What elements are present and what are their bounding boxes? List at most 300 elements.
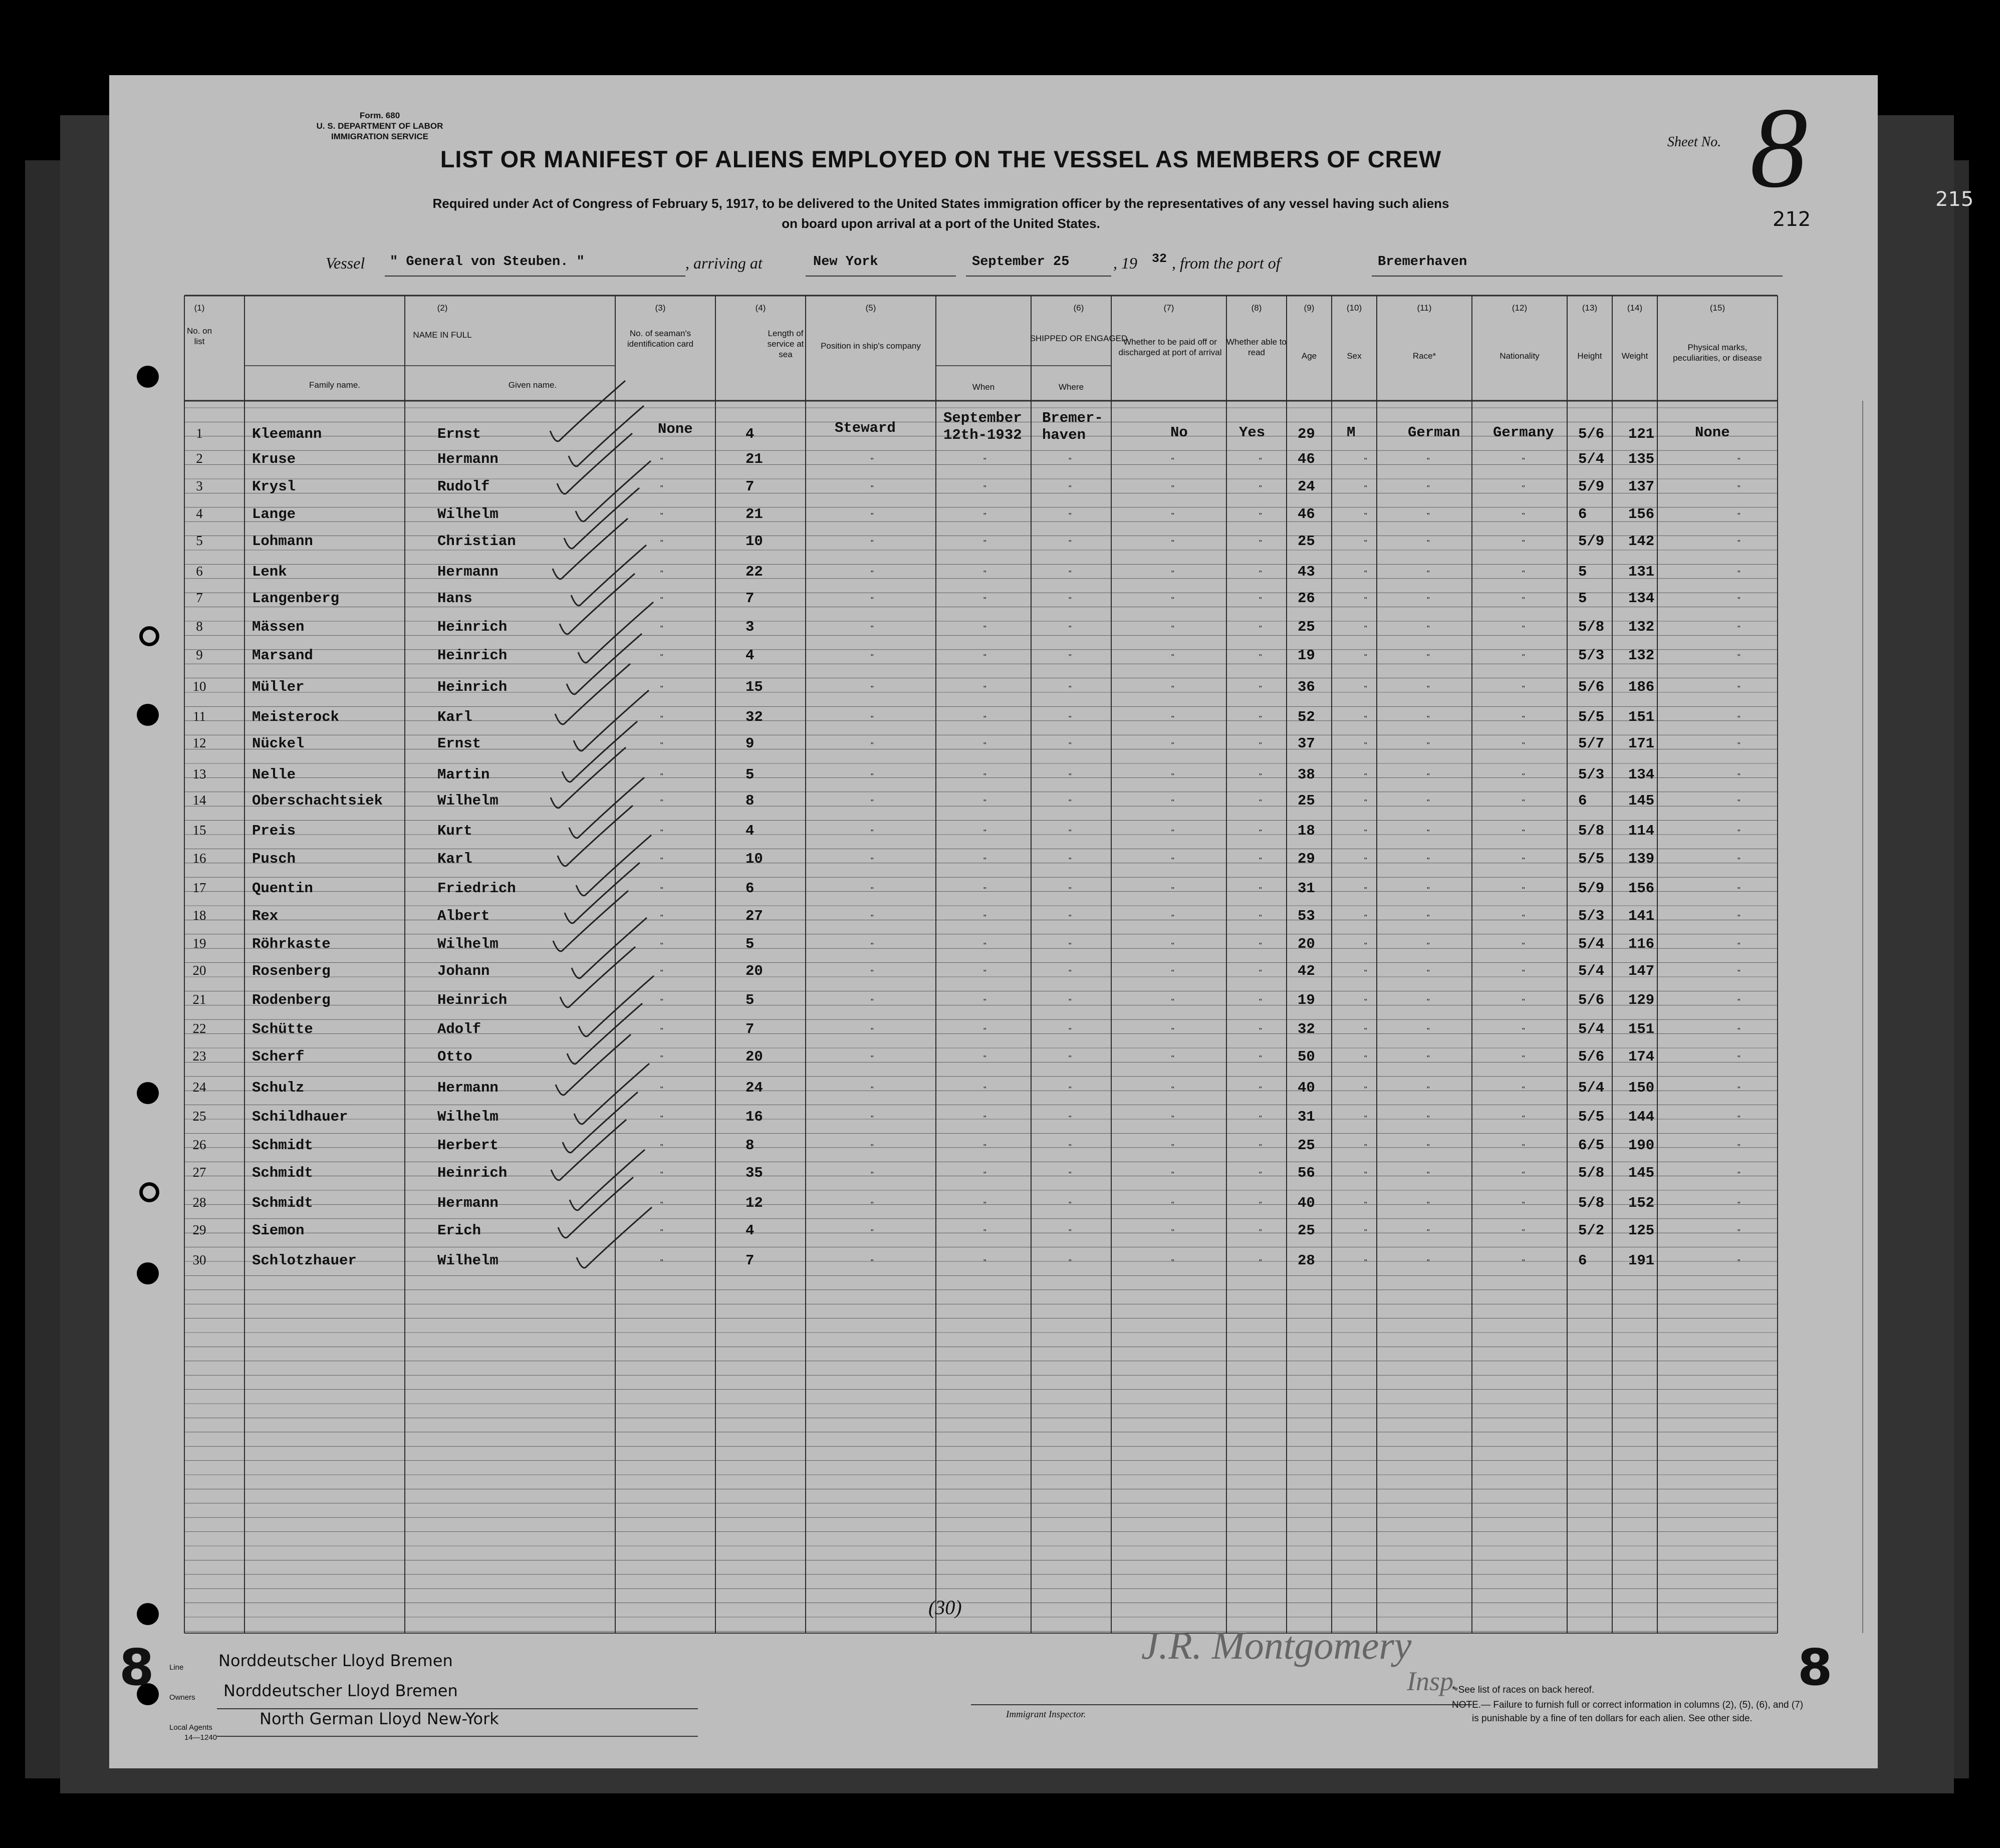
sheet-mark-right: 8 <box>1798 1638 1833 1697</box>
ditto-mark: " <box>1737 653 1740 662</box>
age: 31 <box>1298 880 1315 897</box>
col-5-number: (5) <box>865 303 876 313</box>
row-number: 26 <box>192 1137 206 1152</box>
weight: 191 <box>1628 1252 1655 1269</box>
age: 31 <box>1298 1109 1315 1125</box>
given-name: Friedrich <box>437 880 516 897</box>
service-length: 10 <box>745 533 763 550</box>
given-name: Otto <box>437 1048 472 1065</box>
ditto-mark: " <box>1737 512 1740 520</box>
given-name: Heinrich <box>437 1165 508 1181</box>
ditto-mark: " <box>1364 1258 1367 1267</box>
ditto-mark: " <box>660 1258 663 1267</box>
ditto-mark: " <box>871 799 874 807</box>
ditto-mark: " <box>1737 715 1740 723</box>
ditto-mark: " <box>1259 829 1262 837</box>
check-mark <box>553 891 628 951</box>
weight: 134 <box>1628 766 1655 783</box>
ditto-mark: " <box>1364 457 1367 465</box>
age: 46 <box>1298 506 1315 522</box>
ditto-mark: " <box>983 1143 986 1152</box>
ditto-mark: " <box>1737 772 1740 781</box>
row-number: 23 <box>192 1048 206 1064</box>
ditto-mark: " <box>1737 1115 1740 1123</box>
service-length: 27 <box>745 908 763 924</box>
col-6-when-header: When <box>972 382 995 392</box>
ditto-mark: " <box>1171 1171 1174 1179</box>
ditto-mark: " <box>660 512 663 520</box>
weight: 121 <box>1628 426 1655 442</box>
height: 5/5 <box>1578 709 1605 725</box>
ditto-mark: " <box>1364 653 1367 662</box>
height: 6 <box>1578 793 1587 809</box>
ditto-mark: " <box>1427 741 1430 750</box>
ditto-mark: " <box>983 741 986 750</box>
ditto-mark: " <box>983 596 986 605</box>
ditto-mark: " <box>1522 653 1525 662</box>
ditto-mark: " <box>871 1201 874 1209</box>
service-length: 16 <box>745 1109 763 1125</box>
ditto-mark: " <box>1171 685 1174 693</box>
ditto-mark: " <box>1364 512 1367 520</box>
ditto-mark: " <box>1522 1228 1525 1237</box>
col-5-header: Position in ship's company <box>821 341 921 351</box>
col-1-header: No. on list <box>186 326 212 346</box>
age: 38 <box>1298 766 1315 783</box>
service-length: 21 <box>745 451 763 467</box>
ditto-mark: " <box>1522 1143 1525 1152</box>
ditto-mark: " <box>1069 1027 1072 1035</box>
height: 5/4 <box>1578 963 1605 979</box>
shipped-where-line-1: Bremer- <box>1042 410 1103 426</box>
col-10-number: (10) <box>1346 303 1362 313</box>
col-13-number: (13) <box>1582 303 1598 313</box>
ditto-mark: " <box>1364 914 1367 922</box>
height: 5/4 <box>1578 1021 1605 1037</box>
service-length: 7 <box>745 478 755 495</box>
given-name: Ernst <box>437 735 481 752</box>
service-length: 20 <box>745 1048 763 1065</box>
ditto-mark: " <box>1364 998 1367 1006</box>
ditto-mark: " <box>1259 1027 1262 1035</box>
ditto-mark: " <box>1171 596 1174 605</box>
service-length: 4 <box>745 1222 755 1239</box>
ditto-mark: " <box>1171 799 1174 807</box>
ditto-mark: " <box>1069 829 1072 837</box>
ditto-mark: " <box>871 484 874 493</box>
ditto-mark: " <box>1737 1171 1740 1179</box>
ditto-mark: " <box>983 829 986 837</box>
ditto-mark: " <box>1522 1054 1525 1063</box>
weight: 135 <box>1628 451 1655 467</box>
ditto-mark: " <box>1171 1201 1174 1209</box>
weight: 151 <box>1628 1021 1655 1037</box>
ditto-mark: " <box>1364 1171 1367 1179</box>
row-number: 2 <box>196 451 203 466</box>
ditto-mark: " <box>983 1054 986 1063</box>
ditto-mark: " <box>660 596 663 605</box>
given-name: Albert <box>437 908 490 924</box>
ditto-mark: " <box>1522 625 1525 633</box>
ditto-mark: " <box>983 1201 986 1209</box>
ditto-mark: " <box>1737 969 1740 977</box>
ditto-mark: " <box>1259 886 1262 895</box>
family-name: Langenberg <box>252 590 340 607</box>
service-length: 3 <box>745 619 755 635</box>
weight: 131 <box>1628 564 1655 580</box>
ditto-mark: " <box>1259 1115 1262 1123</box>
ditto-mark: " <box>1522 539 1525 548</box>
ditto-mark: " <box>660 886 663 895</box>
ditto-mark: " <box>1171 1143 1174 1152</box>
ditto-mark: " <box>1522 715 1525 723</box>
height: 5/3 <box>1578 908 1605 924</box>
check-mark <box>557 433 632 494</box>
given-name: Hermann <box>437 1080 498 1096</box>
ditto-mark: " <box>983 998 986 1006</box>
ditto-mark: " <box>1427 539 1430 548</box>
family-name: Müller <box>252 679 305 695</box>
ditto-mark: " <box>1171 857 1174 865</box>
ditto-mark: " <box>983 715 986 723</box>
col-15-number: (15) <box>1709 303 1725 313</box>
ditto-mark: " <box>1069 886 1072 895</box>
ditto-mark: " <box>660 570 663 578</box>
ditto-mark: " <box>1522 829 1525 837</box>
ditto-mark: " <box>983 512 986 520</box>
arrival-port: New York <box>813 254 878 270</box>
height: 5/4 <box>1578 1080 1605 1096</box>
ditto-mark: " <box>983 653 986 662</box>
service-length: 7 <box>745 1252 755 1269</box>
ditto-mark: " <box>1171 539 1174 548</box>
check-mark <box>560 574 635 634</box>
ditto-mark: " <box>983 570 986 578</box>
ditto-mark: " <box>1427 1115 1430 1123</box>
ditto-mark: " <box>1737 1228 1740 1237</box>
ditto-mark: " <box>871 1054 874 1063</box>
ditto-mark: " <box>1427 799 1430 807</box>
ditto-mark: " <box>871 1171 874 1179</box>
underline <box>217 1736 698 1737</box>
ditto-mark: " <box>1069 685 1072 693</box>
height: 5/7 <box>1578 735 1605 752</box>
given-name: Heinrich <box>437 647 508 664</box>
row-number: 19 <box>192 936 206 951</box>
underline <box>217 1708 698 1709</box>
ditto-mark: " <box>1427 1143 1430 1152</box>
ditto-mark: " <box>1522 1115 1525 1123</box>
ditto-mark: " <box>1522 914 1525 922</box>
ditto-mark: " <box>1069 857 1072 865</box>
age: 19 <box>1298 647 1315 664</box>
ditto-mark: " <box>660 1171 663 1179</box>
ditto-mark: " <box>1171 1027 1174 1035</box>
ditto-mark: " <box>1522 685 1525 693</box>
ditto-mark: " <box>1522 772 1525 781</box>
service-length: 10 <box>745 851 763 867</box>
ditto-mark: " <box>660 685 663 693</box>
check-mark <box>576 461 651 521</box>
row-number: 12 <box>192 735 206 750</box>
col-14-header: Weight <box>1621 351 1648 361</box>
check-mark <box>558 806 633 866</box>
ditto-mark: " <box>983 1171 986 1179</box>
family-name: Oberschachtsiek <box>252 793 383 809</box>
ditto-mark: " <box>1259 570 1262 578</box>
col-3-number: (3) <box>655 303 666 313</box>
service-length: 20 <box>745 963 763 979</box>
ditto-mark: " <box>871 457 874 465</box>
height: 5/9 <box>1578 478 1605 495</box>
ditto-mark: " <box>1069 772 1072 781</box>
given-name: Johann <box>437 963 490 979</box>
ditto-mark: " <box>660 998 663 1006</box>
ditto-mark: " <box>1259 1143 1262 1152</box>
ditto-mark: " <box>660 1086 663 1094</box>
row-number: 28 <box>192 1195 206 1210</box>
ditto-mark: " <box>983 772 986 781</box>
family-name: Schulz <box>252 1080 305 1096</box>
service-length: 4 <box>745 823 755 839</box>
ditto-mark: " <box>871 715 874 723</box>
given-name: Christian <box>437 533 516 550</box>
family-name: Rodenberg <box>252 992 331 1008</box>
ditto-mark: " <box>1259 741 1262 750</box>
given-name: Hans <box>437 590 472 607</box>
row-number: 5 <box>196 533 203 548</box>
ditto-mark: " <box>1737 596 1740 605</box>
ditto-mark: " <box>1069 1201 1072 1209</box>
given-name: Herbert <box>437 1137 498 1154</box>
ditto-mark: " <box>871 1115 874 1123</box>
age: 53 <box>1298 908 1315 924</box>
ditto-mark: " <box>1171 914 1174 922</box>
ditto-mark: " <box>1171 942 1174 950</box>
row-number: 4 <box>196 506 203 521</box>
height: 5/2 <box>1578 1222 1605 1239</box>
arriving-label: , arriving at <box>685 254 763 272</box>
family-name: Schmidt <box>252 1165 313 1181</box>
service-length: 24 <box>745 1080 763 1096</box>
weight: 152 <box>1628 1195 1655 1211</box>
ditto-mark: " <box>1522 741 1525 750</box>
given-name: Hermann <box>437 1195 498 1211</box>
age: 18 <box>1298 823 1315 839</box>
ditto-mark: " <box>1069 942 1072 950</box>
weight: 186 <box>1628 679 1655 695</box>
manifest-sheet <box>109 75 1974 1768</box>
ditto-mark: " <box>871 596 874 605</box>
ditto-mark: " <box>1737 685 1740 693</box>
col-2-header: NAME IN FULL <box>413 330 472 340</box>
height: 5/6 <box>1578 1048 1605 1065</box>
races-note: * See list of races on back hereof. <box>1452 1685 1595 1695</box>
ditto-mark: " <box>983 625 986 633</box>
row-number: 11 <box>193 709 206 724</box>
age: 43 <box>1298 564 1315 580</box>
ditto-mark: " <box>1259 625 1262 633</box>
ditto-mark: " <box>1069 1171 1072 1179</box>
service-length: 4 <box>745 647 755 664</box>
ditto-mark: " <box>1259 1171 1262 1179</box>
given-name: Kurt <box>437 823 472 839</box>
row-number: 29 <box>192 1222 206 1237</box>
ditto-mark: " <box>871 969 874 977</box>
col-14-number: (14) <box>1627 303 1643 313</box>
sheet-mark-left: 8 <box>119 1638 154 1697</box>
ditto-mark: " <box>1737 1054 1740 1063</box>
vessel-label: Vessel <box>326 254 365 272</box>
col-2-number: (2) <box>437 303 448 313</box>
signature-line <box>971 1704 1472 1705</box>
check-marks <box>109 75 1878 1768</box>
ditto-mark: " <box>1737 1201 1740 1209</box>
inspector-signature: J.R. Montgomery <box>1141 1624 1412 1667</box>
ditto-mark: " <box>871 1086 874 1094</box>
ditto-mark: " <box>983 886 986 895</box>
from-label: , from the port of <box>1172 254 1281 272</box>
ditto-mark: " <box>1364 570 1367 578</box>
ditto-mark: " <box>1427 570 1430 578</box>
ditto-mark: " <box>1069 741 1072 750</box>
family-name: Schmidt <box>252 1137 313 1154</box>
col-11-number: (11) <box>1417 303 1432 313</box>
check-mark <box>555 664 630 724</box>
ditto-mark: " <box>983 539 986 548</box>
weight: 174 <box>1628 1048 1655 1065</box>
ditto-mark: " <box>1069 1115 1072 1123</box>
ditto-mark: " <box>1259 685 1262 693</box>
given-name: Heinrich <box>437 679 508 695</box>
ditto-mark: " <box>1171 570 1174 578</box>
departure-port: Bremerhaven <box>1378 254 1467 270</box>
row-number: 1 <box>196 426 203 441</box>
age: 28 <box>1298 1252 1315 1269</box>
ditto-mark: " <box>1171 741 1174 750</box>
height: 6 <box>1578 506 1587 522</box>
weight: 145 <box>1628 1165 1655 1181</box>
given-name: Erich <box>437 1222 481 1239</box>
sex-value: M <box>1347 424 1356 441</box>
ditto-mark: " <box>660 741 663 750</box>
weight: 137 <box>1628 478 1655 495</box>
age: 32 <box>1298 1021 1315 1037</box>
weight: 116 <box>1628 936 1655 952</box>
ditto-mark: " <box>1259 1201 1262 1209</box>
ditto-mark: " <box>1364 741 1367 750</box>
ditto-mark: " <box>1737 998 1740 1006</box>
service-length: 5 <box>745 936 755 952</box>
ditto-mark: " <box>871 685 874 693</box>
ditto-mark: " <box>1364 1115 1367 1123</box>
ditto-mark: " <box>1364 596 1367 605</box>
family-name: Marsand <box>252 647 313 664</box>
age: 25 <box>1298 533 1315 550</box>
ditto-mark: " <box>1364 829 1367 837</box>
page-title: LIST OR MANIFEST OF ALIENS EMPLOYED ON THE VESSEL AS MEMBERS OF CREW <box>440 146 1442 172</box>
ditto-mark: " <box>871 539 874 548</box>
weight: 132 <box>1628 647 1655 664</box>
shipped-where-line-2: haven <box>1042 427 1086 443</box>
ditto-mark: " <box>871 998 874 1006</box>
height: 5/3 <box>1578 647 1605 664</box>
col-7-header: Whether to be paid off or discharged at port of arrival <box>1118 337 1222 357</box>
ditto-mark: " <box>1259 799 1262 807</box>
ditto-mark: " <box>1364 886 1367 895</box>
age: 25 <box>1298 1137 1315 1154</box>
service-length: 35 <box>745 1165 763 1181</box>
weight: 114 <box>1628 823 1655 839</box>
ditto-mark: " <box>1364 1054 1367 1063</box>
ditto-mark: " <box>983 1086 986 1094</box>
ditto-mark: " <box>1069 539 1072 548</box>
agents-value: North German Lloyd New-York <box>260 1709 499 1728</box>
service-length: 8 <box>745 1137 755 1154</box>
form-code: 14—1240 <box>184 1733 217 1742</box>
age: 29 <box>1298 426 1315 442</box>
ditto-mark: " <box>1069 1143 1072 1152</box>
ditto-mark: " <box>983 1115 986 1123</box>
family-name: Nückel <box>252 735 305 752</box>
given-name: Wilhelm <box>437 1109 498 1125</box>
ditto-mark: " <box>1427 829 1430 837</box>
ditto-mark: " <box>983 457 986 465</box>
ditto-mark: " <box>1427 1086 1430 1094</box>
service-length: 8 <box>745 793 755 809</box>
age: 25 <box>1298 1222 1315 1239</box>
ditto-mark: " <box>1737 625 1740 633</box>
weight: 151 <box>1628 709 1655 725</box>
ditto-mark: " <box>1427 512 1430 520</box>
ditto-mark: " <box>1522 512 1525 520</box>
check-mark <box>567 1003 642 1064</box>
age: 25 <box>1298 619 1315 635</box>
ditto-mark: " <box>1522 942 1525 950</box>
family-name: Rex <box>252 908 279 924</box>
ditto-mark: " <box>983 1027 986 1035</box>
family-name: Nelle <box>252 766 296 783</box>
agents-label: Local Agents <box>169 1723 212 1732</box>
height: 5/4 <box>1578 451 1605 467</box>
family-name: Kruse <box>252 451 296 467</box>
ditto-mark: " <box>1259 1258 1262 1267</box>
service-length: 21 <box>745 506 763 522</box>
ditto-mark: " <box>1069 484 1072 493</box>
row-number: 15 <box>192 823 206 838</box>
shipped-when-line-1: September <box>943 410 1022 426</box>
age: 19 <box>1298 992 1315 1008</box>
ditto-mark: " <box>871 772 874 781</box>
ditto-mark: " <box>1364 1027 1367 1035</box>
age: 56 <box>1298 1165 1315 1181</box>
sheet-number: 8 <box>1750 84 1808 211</box>
col-11-header: Race* <box>1412 351 1436 361</box>
ditto-mark: " <box>871 886 874 895</box>
height: 5 <box>1578 564 1587 580</box>
row-number: 8 <box>196 619 203 634</box>
ditto-mark: " <box>1364 772 1367 781</box>
ditto-mark: " <box>1427 625 1430 633</box>
ditto-mark: " <box>1171 1054 1174 1063</box>
ditto-mark: " <box>1171 512 1174 520</box>
ditto-mark: " <box>983 914 986 922</box>
ditto-mark: " <box>660 625 663 633</box>
col-2-family-header: Family name. <box>309 380 361 390</box>
shipped-when-line-2: 12th-1932 <box>943 427 1022 443</box>
weight: 129 <box>1628 992 1655 1008</box>
age: 24 <box>1298 478 1315 495</box>
